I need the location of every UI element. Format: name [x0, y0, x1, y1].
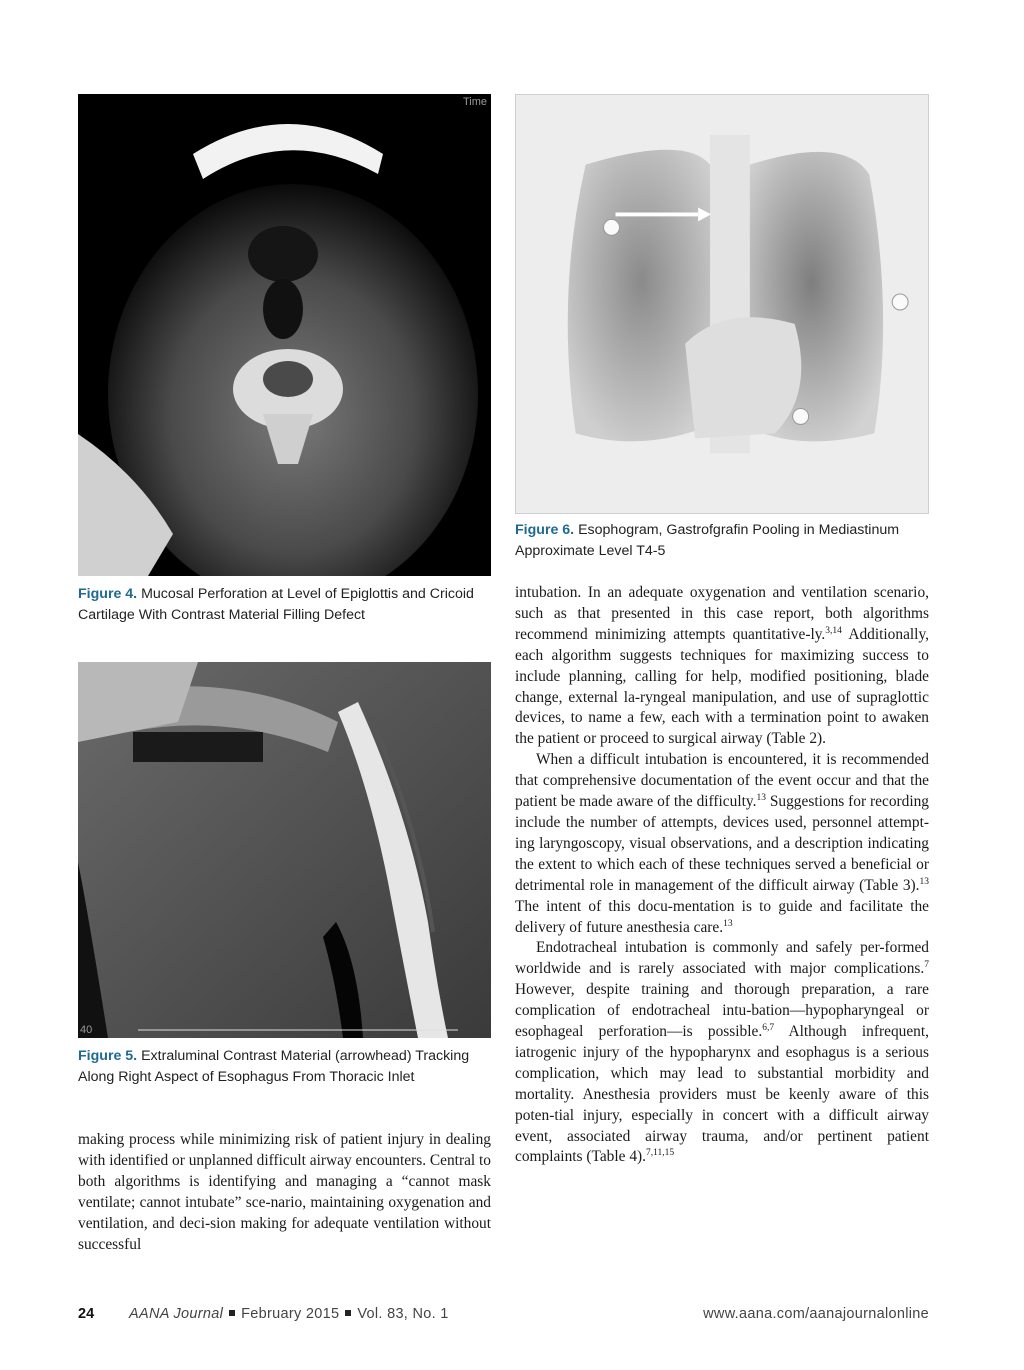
figure-4-corner-text: Time [462, 96, 487, 108]
figure-5-caption [78, 1046, 491, 1088]
right-paragraph-1: intubation. In an adequate oxygenation and ventilation scenario, such as that presented in this case report, both algorithms recommend minimizing attempts quantitative-ly.$^{3,14}$ Additionally, each algorithm suggests techniques for maximizing success to include planning, calling for help, modified positioning, blade change, external la-ryngeal manipulation, and use of supraglottic devices, to name a few, each with a termination point to awaken the patient or proceed to surgical airway (Table 2). [515, 584, 929, 748]
right-column-text [515, 583, 929, 1168]
figure-5-corner-text: 40 [80, 1024, 93, 1036]
figure-5-image [78, 662, 491, 1038]
figure-6-label: Figure 6. [515, 522, 575, 538]
separator-square [229, 1310, 235, 1316]
separator-square [345, 1310, 351, 1316]
figure-6-caption-text: Esophogram, Gastrofgrafin Pooling in Mediastinum Approximate Level T4-5 [515, 522, 900, 559]
figure-6-caption [515, 520, 929, 562]
figure-4-caption [78, 584, 491, 626]
journal-website[interactable]: www.aana.com/aanajournalonline [703, 1306, 929, 1322]
right-paragraph-2: When a difficult intubation is encountered, it is recommended that comprehensive documentation of the event occur and that the patient be made aware of the difficulty.$^{13}$ Suggestions for recording include the number of attempts, devices used, personnel attempt-ing laryngoscopy, visual observations, and a description indicating the extent to which each of these techniques served a beneficial or detrimental role in management of the difficult airway (Table 3).$^{13}$ The intent of this docu-mentation is to guide and facilitate the delivery of future anesthesia care.$^{13}$ [515, 751, 929, 936]
issue-date: February 2015 [241, 1306, 340, 1322]
reference-superscript: 7 [924, 960, 929, 971]
right-paragraph-3: Endotracheal intubation is commonly and safely per-formed worldwide and is rarely associated with major complications.$^7$ However, despite training and thorough preparation, a rare complication of endotracheal intu-bation—hypopharyngeal or esophageal perforation—is possible.$^{6,7}$ Although infrequent, iatrogenic injury of the hypopharynx and esophagus is a serious complication, which may lead to substantial morbidity and mortality. Anesthesia providers must be keenly aware of this poten-tial injury, especially in concert with a difficult airway event, associated airway trauma, and/or pertinent patient complaints (Table 4).$^{7,11,15}$ [515, 939, 929, 1166]
reference-superscript: 3,14 [825, 625, 842, 636]
figure-5-label: Figure 5. [78, 1048, 138, 1064]
reference-superscript: 6,7 [762, 1023, 775, 1034]
figure-5-caption-text: Extraluminal Contrast Material (arrowhead) Tracking Along Right Aspect of Esophagus From Thoracic Inlet [78, 1048, 470, 1085]
reference-superscript: 13 [723, 918, 733, 929]
figure-6-image [515, 94, 929, 514]
figure-4-caption-text: Mucosal Perforation at Level of Epiglottis and Cricoid Cartilage With Contrast Material Filling Defect [78, 586, 474, 623]
reference-superscript: 13 [756, 793, 766, 804]
figure-4-image [78, 94, 491, 576]
figure-4-label: Figure 4. [78, 586, 138, 602]
volume-issue: Vol. 83, No. 1 [357, 1306, 449, 1322]
left-column-text [78, 1130, 491, 1255]
reference-superscript: 13 [919, 876, 929, 887]
page-number: 24 [78, 1306, 95, 1322]
reference-superscript: 7,11,15 [646, 1148, 675, 1159]
journal-name: AANA Journal [129, 1306, 224, 1322]
left-paragraph-1: making process while minimizing risk of patient injury in dealing with identified or unplanned difficult airway encounters. Central to both algorithms is identifying and managing a “cannot mask ventilate; cannot intubate” sce-nario, maintaining oxygenation and ventilation, and deci-sion making for adequate ventilation without successful [78, 1131, 492, 1253]
journal-citation [129, 1306, 449, 1322]
